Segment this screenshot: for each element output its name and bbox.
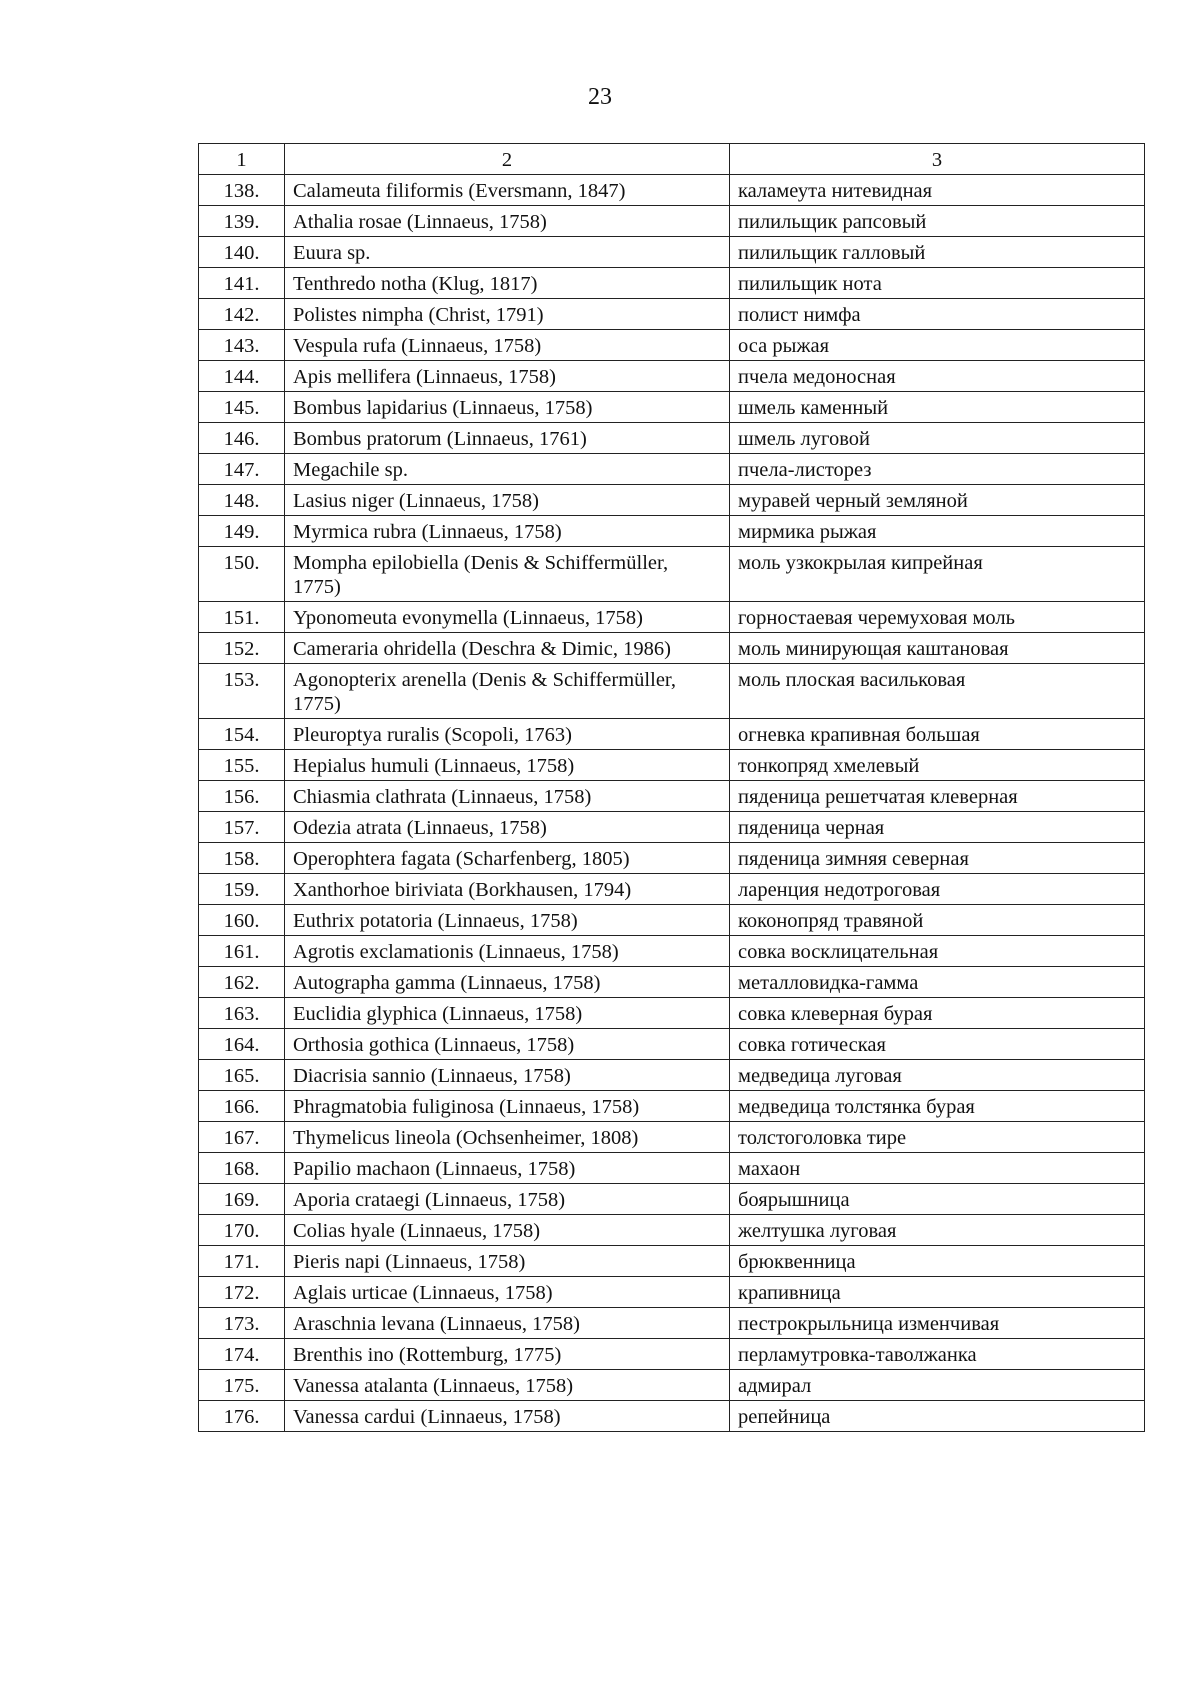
row-number: 140. (199, 237, 285, 268)
table-row (199, 361, 1145, 392)
column-header-number: 1 (199, 144, 285, 175)
russian-name: пяденица черная (730, 812, 1145, 843)
russian-name: горностаевая черемуховая моль (730, 602, 1145, 633)
row-number: 173. (199, 1308, 285, 1339)
latin-name: Vanessa cardui (Linnaeus, 1758) (285, 1401, 730, 1432)
table-row (199, 206, 1145, 237)
russian-name: моль плоская васильковая (730, 664, 1145, 719)
row-number: 156. (199, 781, 285, 812)
table-row (199, 330, 1145, 361)
row-number: 155. (199, 750, 285, 781)
latin-name: Orthosia gothica (Linnaeus, 1758) (285, 1029, 730, 1060)
row-number: 154. (199, 719, 285, 750)
row-number: 149. (199, 516, 285, 547)
russian-name: совка восклицательная (730, 936, 1145, 967)
row-number: 167. (199, 1122, 285, 1153)
russian-name: медведица толстянка бурая (730, 1091, 1145, 1122)
russian-name: желтушка луговая (730, 1215, 1145, 1246)
latin-name: Athalia rosae (Linnaeus, 1758) (285, 206, 730, 237)
latin-name: Euclidia glyphica (Linnaeus, 1758) (285, 998, 730, 1029)
table-row (199, 1215, 1145, 1246)
row-number: 152. (199, 633, 285, 664)
table-row (199, 1091, 1145, 1122)
latin-name: Euthrix potatoria (Linnaeus, 1758) (285, 905, 730, 936)
row-number: 147. (199, 454, 285, 485)
latin-name: Operophtera fagata (Scharfenberg, 1805) (285, 843, 730, 874)
latin-name: Polistes nimpha (Christ, 1791) (285, 299, 730, 330)
table-row (199, 998, 1145, 1029)
russian-name: перламутровка-таволжанка (730, 1339, 1145, 1370)
russian-name: пилильщик нота (730, 268, 1145, 299)
row-number: 172. (199, 1277, 285, 1308)
table-row (199, 874, 1145, 905)
row-number: 171. (199, 1246, 285, 1277)
table-row (199, 1060, 1145, 1091)
russian-name: пестрокрыльница изменчивая (730, 1308, 1145, 1339)
russian-name: ларенция недотроговая (730, 874, 1145, 905)
russian-name: моль узкокрылая кипрейная (730, 547, 1145, 602)
latin-name: Vespula rufa (Linnaeus, 1758) (285, 330, 730, 361)
latin-name: Thymelicus lineola (Ochsenheimer, 1808) (285, 1122, 730, 1153)
latin-name: Autographa gamma (Linnaeus, 1758) (285, 967, 730, 998)
species-table (198, 143, 1145, 1432)
row-number: 138. (199, 175, 285, 206)
table-header-row (199, 144, 1145, 175)
row-number: 160. (199, 905, 285, 936)
table-row (199, 750, 1145, 781)
row-number: 145. (199, 392, 285, 423)
row-number: 176. (199, 1401, 285, 1432)
latin-name: Brenthis ino (Rottemburg, 1775) (285, 1339, 730, 1370)
latin-name: Apis mellifera (Linnaeus, 1758) (285, 361, 730, 392)
row-number: 139. (199, 206, 285, 237)
latin-name: Megachile sp. (285, 454, 730, 485)
row-number: 162. (199, 967, 285, 998)
table-row (199, 1401, 1145, 1432)
row-number: 158. (199, 843, 285, 874)
table-row (199, 905, 1145, 936)
latin-name: Araschnia levana (Linnaeus, 1758) (285, 1308, 730, 1339)
latin-name: Papilio machaon (Linnaeus, 1758) (285, 1153, 730, 1184)
row-number: 170. (199, 1215, 285, 1246)
latin-name: Agrotis exclamationis (Linnaeus, 1758) (285, 936, 730, 967)
row-number: 148. (199, 485, 285, 516)
russian-name: металловидка-гамма (730, 967, 1145, 998)
russian-name: пяденица зимняя северная (730, 843, 1145, 874)
russian-name: коконопряд травяной (730, 905, 1145, 936)
row-number: 150. (199, 547, 285, 602)
russian-name: шмель луговой (730, 423, 1145, 454)
row-number: 161. (199, 936, 285, 967)
russian-name: мирмика рыжая (730, 516, 1145, 547)
latin-name: Tenthredo notha (Klug, 1817) (285, 268, 730, 299)
latin-name: Myrmica rubra (Linnaeus, 1758) (285, 516, 730, 547)
latin-name: Yponomeuta evonymella (Linnaeus, 1758) (285, 602, 730, 633)
row-number: 166. (199, 1091, 285, 1122)
russian-name: пяденица решетчатая клеверная (730, 781, 1145, 812)
latin-name: Xanthorhoe biriviata (Borkhausen, 1794) (285, 874, 730, 905)
table-row (199, 454, 1145, 485)
latin-name: Lasius niger (Linnaeus, 1758) (285, 485, 730, 516)
table-row (199, 719, 1145, 750)
latin-name: Aporia crataegi (Linnaeus, 1758) (285, 1184, 730, 1215)
latin-name: Bombus lapidarius (Linnaeus, 1758) (285, 392, 730, 423)
row-number: 141. (199, 268, 285, 299)
row-number: 168. (199, 1153, 285, 1184)
latin-name: Pieris napi (Linnaeus, 1758) (285, 1246, 730, 1277)
russian-name: совка готическая (730, 1029, 1145, 1060)
table-row (199, 1277, 1145, 1308)
russian-name: шмель каменный (730, 392, 1145, 423)
latin-name: Vanessa atalanta (Linnaeus, 1758) (285, 1370, 730, 1401)
latin-name: Odezia atrata (Linnaeus, 1758) (285, 812, 730, 843)
row-number: 174. (199, 1339, 285, 1370)
russian-name: брюквенница (730, 1246, 1145, 1277)
russian-name: боярышница (730, 1184, 1145, 1215)
row-number: 146. (199, 423, 285, 454)
latin-name: Colias hyale (Linnaeus, 1758) (285, 1215, 730, 1246)
russian-name: толстоголовка тире (730, 1122, 1145, 1153)
table-row (199, 1029, 1145, 1060)
page-number: 23 (588, 84, 612, 110)
table-row (199, 1184, 1145, 1215)
russian-name: огневка крапивная большая (730, 719, 1145, 750)
latin-name: Pleuroptya ruralis (Scopoli, 1763) (285, 719, 730, 750)
table-row (199, 392, 1145, 423)
row-number: 165. (199, 1060, 285, 1091)
latin-name: Aglais urticae (Linnaeus, 1758) (285, 1277, 730, 1308)
table-row (199, 633, 1145, 664)
russian-name: моль минирующая каштановая (730, 633, 1145, 664)
table-row (199, 1246, 1145, 1277)
table-row (199, 664, 1145, 719)
russian-name: пчела-листорез (730, 454, 1145, 485)
latin-name: Diacrisia sannio (Linnaeus, 1758) (285, 1060, 730, 1091)
russian-name: адмирал (730, 1370, 1145, 1401)
table-row (199, 936, 1145, 967)
table-row (199, 423, 1145, 454)
row-number: 159. (199, 874, 285, 905)
row-number: 151. (199, 602, 285, 633)
russian-name: махаон (730, 1153, 1145, 1184)
russian-name: тонкопряд хмелевый (730, 750, 1145, 781)
table-row (199, 1370, 1145, 1401)
row-number: 153. (199, 664, 285, 719)
table-row (199, 547, 1145, 602)
latin-name: Hepialus humuli (Linnaeus, 1758) (285, 750, 730, 781)
row-number: 157. (199, 812, 285, 843)
latin-name: Mompha epilobiella (Denis & Schiffermüller, 1775) (285, 547, 730, 602)
latin-name: Bombus pratorum (Linnaeus, 1761) (285, 423, 730, 454)
table-row (199, 237, 1145, 268)
russian-name: пилильщик рапсовый (730, 206, 1145, 237)
row-number: 169. (199, 1184, 285, 1215)
russian-name: пчела медоносная (730, 361, 1145, 392)
table-row (199, 268, 1145, 299)
latin-name: Agonopterix arenella (Denis & Schiffermüller, 1775) (285, 664, 730, 719)
latin-name: Chiasmia clathrata (Linnaeus, 1758) (285, 781, 730, 812)
table-row (199, 812, 1145, 843)
table-row (199, 299, 1145, 330)
russian-name: полист нимфа (730, 299, 1145, 330)
russian-name: репейница (730, 1401, 1145, 1432)
latin-name: Phragmatobia fuliginosa (Linnaeus, 1758) (285, 1091, 730, 1122)
row-number: 175. (199, 1370, 285, 1401)
row-number: 164. (199, 1029, 285, 1060)
russian-name: оса рыжая (730, 330, 1145, 361)
table-row (199, 175, 1145, 206)
russian-name: каламеута нитевидная (730, 175, 1145, 206)
table-row (199, 781, 1145, 812)
russian-name: медведица луговая (730, 1060, 1145, 1091)
table-row (199, 1122, 1145, 1153)
row-number: 143. (199, 330, 285, 361)
latin-name: Calameuta filiformis (Eversmann, 1847) (285, 175, 730, 206)
russian-name: совка клеверная бурая (730, 998, 1145, 1029)
table-row (199, 602, 1145, 633)
column-header-russian-name: 3 (730, 144, 1145, 175)
column-header-latin-name: 2 (285, 144, 730, 175)
table-row (199, 1339, 1145, 1370)
latin-name: Euura sp. (285, 237, 730, 268)
species-table-body (199, 144, 1145, 1432)
table-row (199, 1153, 1145, 1184)
table-row (199, 843, 1145, 874)
table-row (199, 1308, 1145, 1339)
table-row (199, 516, 1145, 547)
row-number: 142. (199, 299, 285, 330)
row-number: 144. (199, 361, 285, 392)
table-row (199, 967, 1145, 998)
latin-name: Cameraria ohridella (Deschra & Dimic, 1986) (285, 633, 730, 664)
table-row (199, 485, 1145, 516)
row-number: 163. (199, 998, 285, 1029)
russian-name: пилильщик галловый (730, 237, 1145, 268)
russian-name: муравей черный земляной (730, 485, 1145, 516)
russian-name: крапивница (730, 1277, 1145, 1308)
